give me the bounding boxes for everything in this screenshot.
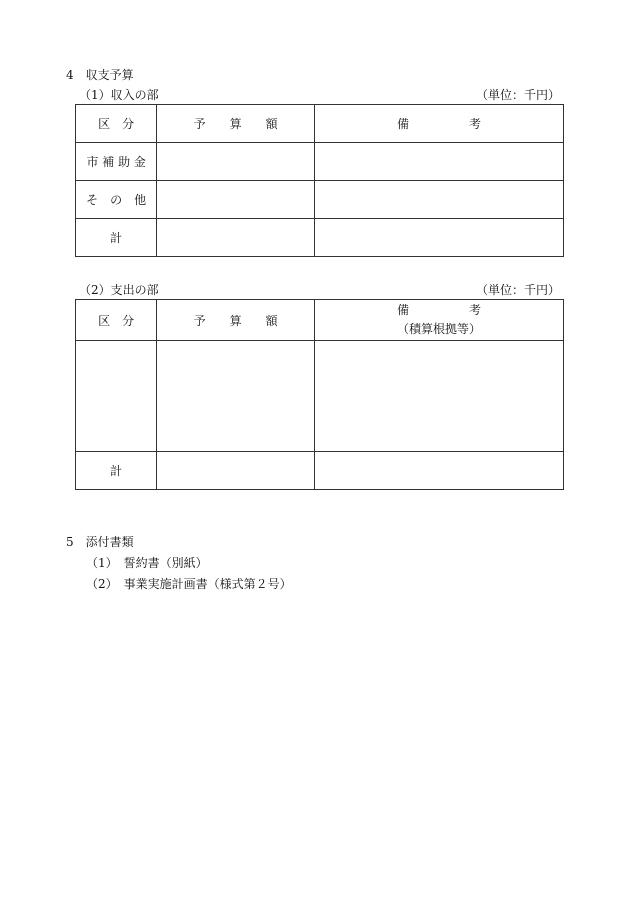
table-row (76, 143, 564, 181)
income-total-label: 計 (76, 219, 157, 257)
table-row (76, 181, 564, 219)
income-header-note: 備 考 (314, 105, 563, 143)
section5-heading: 5 添付書類 (66, 535, 134, 549)
attachment-item: （2） 事業実施計画書（様式第２号） (86, 577, 292, 591)
expense-total-label: 計 (76, 452, 157, 490)
expense-header-note-line2: （積算根拠等） (396, 322, 481, 336)
income-header-category: 区 分 (76, 105, 157, 143)
income-row-note-cell[interactable] (314, 181, 563, 219)
expense-row-note-cell[interactable] (314, 341, 563, 452)
expense-total-budget-cell[interactable] (157, 452, 315, 490)
income-row-category: そ の 他 (76, 181, 157, 219)
expense-total-note-cell[interactable] (314, 452, 563, 490)
income-header-budget: 予 算 額 (157, 105, 315, 143)
expense-header-note (314, 300, 563, 341)
expense-row-category-cell[interactable] (76, 341, 157, 452)
income-title: （1）収入の部 (79, 88, 159, 102)
income-total-budget-cell[interactable] (157, 219, 315, 257)
expense-unit: （単位：千円） (476, 283, 561, 297)
expense-header-category: 区 分 (76, 300, 157, 341)
income-row-note-cell[interactable] (314, 143, 563, 181)
expense-header-budget: 予 算 額 (157, 300, 315, 341)
expense-title: （2）支出の部 (79, 283, 159, 297)
income-header-row (76, 105, 564, 143)
table-row (76, 341, 564, 452)
section4-heading: 4 収支予算 (66, 68, 134, 82)
income-unit: （単位：千円） (476, 88, 561, 102)
expense-header-row (76, 300, 564, 341)
income-row-budget-cell[interactable] (157, 181, 315, 219)
expense-header-note-line1: 備 考 (396, 303, 481, 317)
table-row (76, 452, 564, 490)
income-row-category: 市 補 助 金 (76, 143, 157, 181)
table-row (76, 219, 564, 257)
attachment-item: （1） 誓約書（別紙） (86, 556, 208, 570)
income-row-budget-cell[interactable] (157, 143, 315, 181)
expense-table (75, 299, 564, 490)
expense-row-budget-cell[interactable] (157, 341, 315, 452)
income-table (75, 104, 564, 257)
income-total-note-cell[interactable] (314, 219, 563, 257)
